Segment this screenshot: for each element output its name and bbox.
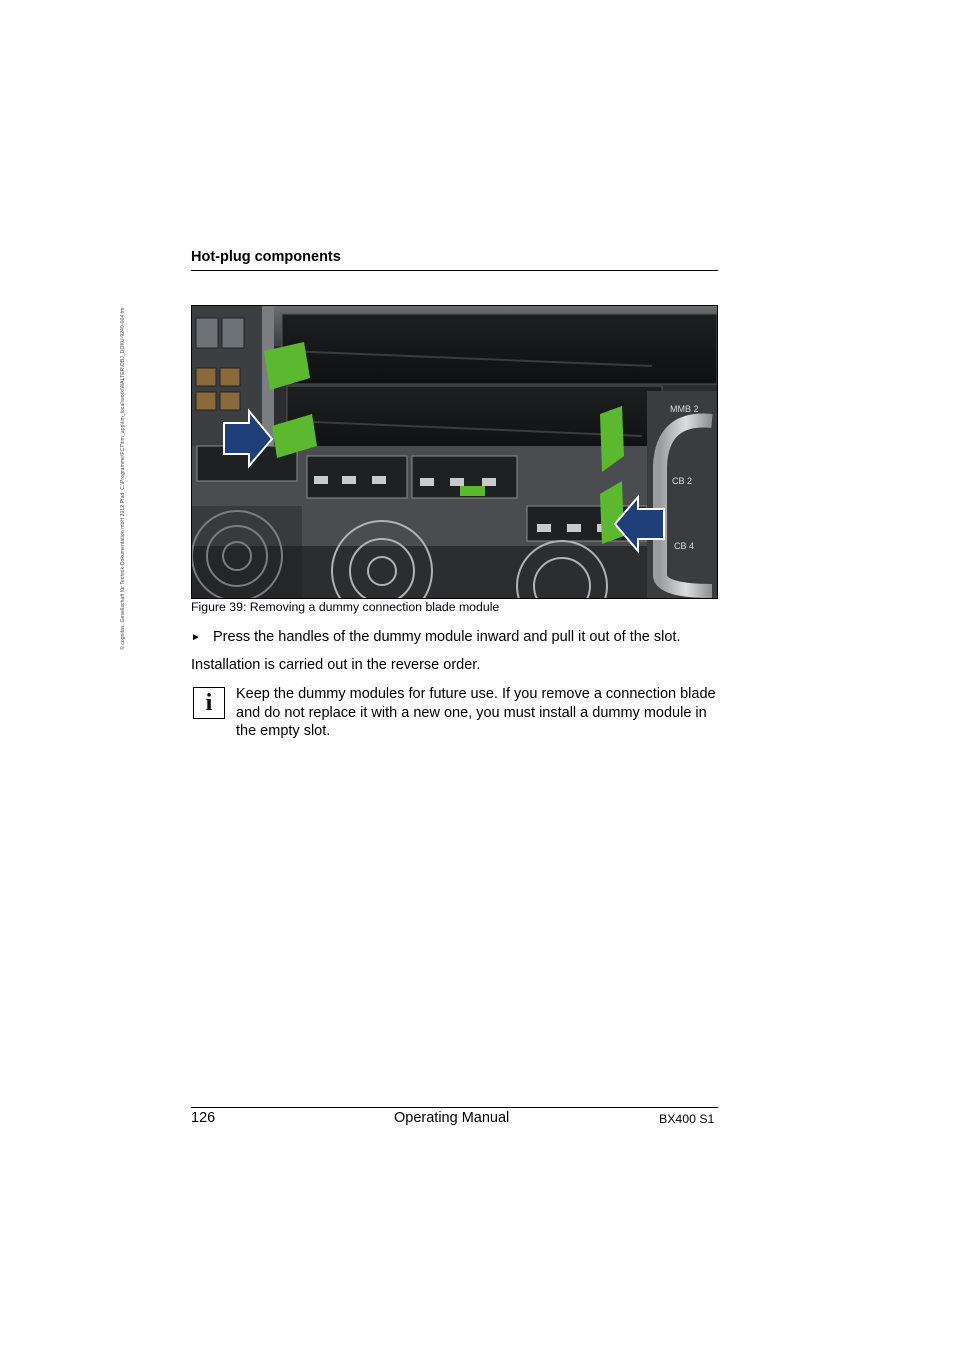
- figure-caption: Figure 39: Removing a dummy connection blade module: [191, 600, 500, 614]
- page-number: 126: [191, 1110, 216, 1126]
- header-rule: [191, 270, 718, 271]
- figure-photo: [191, 305, 718, 599]
- instruction-step: [191, 629, 721, 645]
- label-mmb2: MMB 2: [670, 404, 699, 414]
- label-cb2: CB 2: [672, 476, 693, 486]
- server-chassis-illustration: [192, 306, 717, 598]
- footer-rule: [191, 1107, 718, 1108]
- footer-product: BX400 S1: [659, 1112, 715, 1126]
- side-margin-note-text: © cognitas. Gesellschaft für Technik-Dokumentation mbH 2012 Pfad: C:\Programme\FCT\tim_app\tim_local\work\WALTER\OBJ_DOKU-9249-004.fm: [120, 307, 126, 650]
- installation-note: Installation is carried out in the reverse order.: [191, 657, 481, 673]
- info-note-text: Keep the dummy modules for future use. If you remove a connection blade and do not replace it with a new one, you must install a dummy module in the empty slot.: [236, 686, 716, 739]
- step-marker: ►: [191, 632, 201, 643]
- side-margin-note: [120, 240, 134, 650]
- label-cb4: CB 4: [674, 541, 695, 551]
- info-icon: i: [193, 687, 225, 719]
- section-header-title: Hot-plug components: [191, 249, 341, 265]
- step-text: Press the handles of the dummy module inward and pull it out of the slot.: [213, 629, 681, 645]
- footer-title: Operating Manual: [394, 1110, 510, 1126]
